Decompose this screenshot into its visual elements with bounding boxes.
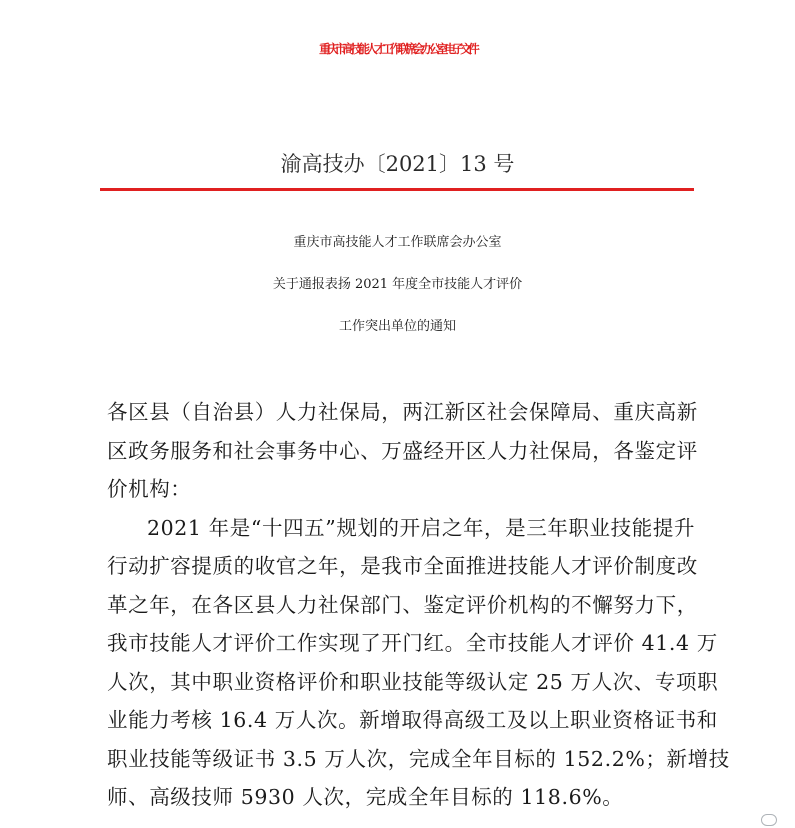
title-line: 工作突出单位的通知 bbox=[338, 319, 456, 334]
body-line: 职业技能等级证书 3.5 万人次，完成全年目标的 152.2%；新增技 bbox=[107, 746, 730, 771]
body-line: 师、高级技师 5930 人次，完成全年目标的 118.6%。 bbox=[107, 785, 624, 809]
notice-title bbox=[0, 222, 795, 348]
body-line: 区政务服务和社会事务中心、万盛经开区人力社保局，各鉴定评 bbox=[107, 438, 698, 463]
body-line: 我市技能人才评价工作实现了开门红。全市技能人才评价 41.4 万 bbox=[107, 631, 718, 655]
red-divider-rule bbox=[100, 188, 694, 191]
document-number: 渝高技办〔2021〕13 号 bbox=[280, 152, 515, 176]
title-line: 重庆市高技能人才工作联席会办公室 bbox=[293, 235, 502, 250]
watermark bbox=[761, 814, 777, 826]
document-masthead: 重庆市高技能人才工作联席会办公室电子文件 bbox=[319, 42, 476, 56]
body-line: 业能力考核 16.4 万人次。新增取得高级工及以上职业资格证书和 bbox=[107, 708, 718, 732]
body-line: 行动扩容提质的收官之年，是我市全面推进技能人才评价制度改 bbox=[107, 554, 698, 578]
title-line: 关于通报表扬 2021 年度全市技能人才评价 bbox=[272, 277, 523, 292]
body-line: 革之年，在各区县人力社保部门、鉴定评价机构的不懈努力下， bbox=[107, 592, 698, 617]
body-line: 各区县（自治县）人力社保局，两江新区社会保障局、重庆高新 bbox=[107, 400, 698, 424]
body-line: 价机构： bbox=[107, 477, 192, 501]
body-line: 人次，其中职业资格评价和职业技能等级认定 25 万人次、专项职 bbox=[107, 669, 719, 694]
body-line: 2021 年是“十四五”规划的开启之年，是三年职业技能提升 bbox=[147, 515, 696, 540]
wechat-icon bbox=[761, 814, 777, 826]
notice-body bbox=[107, 393, 730, 817]
